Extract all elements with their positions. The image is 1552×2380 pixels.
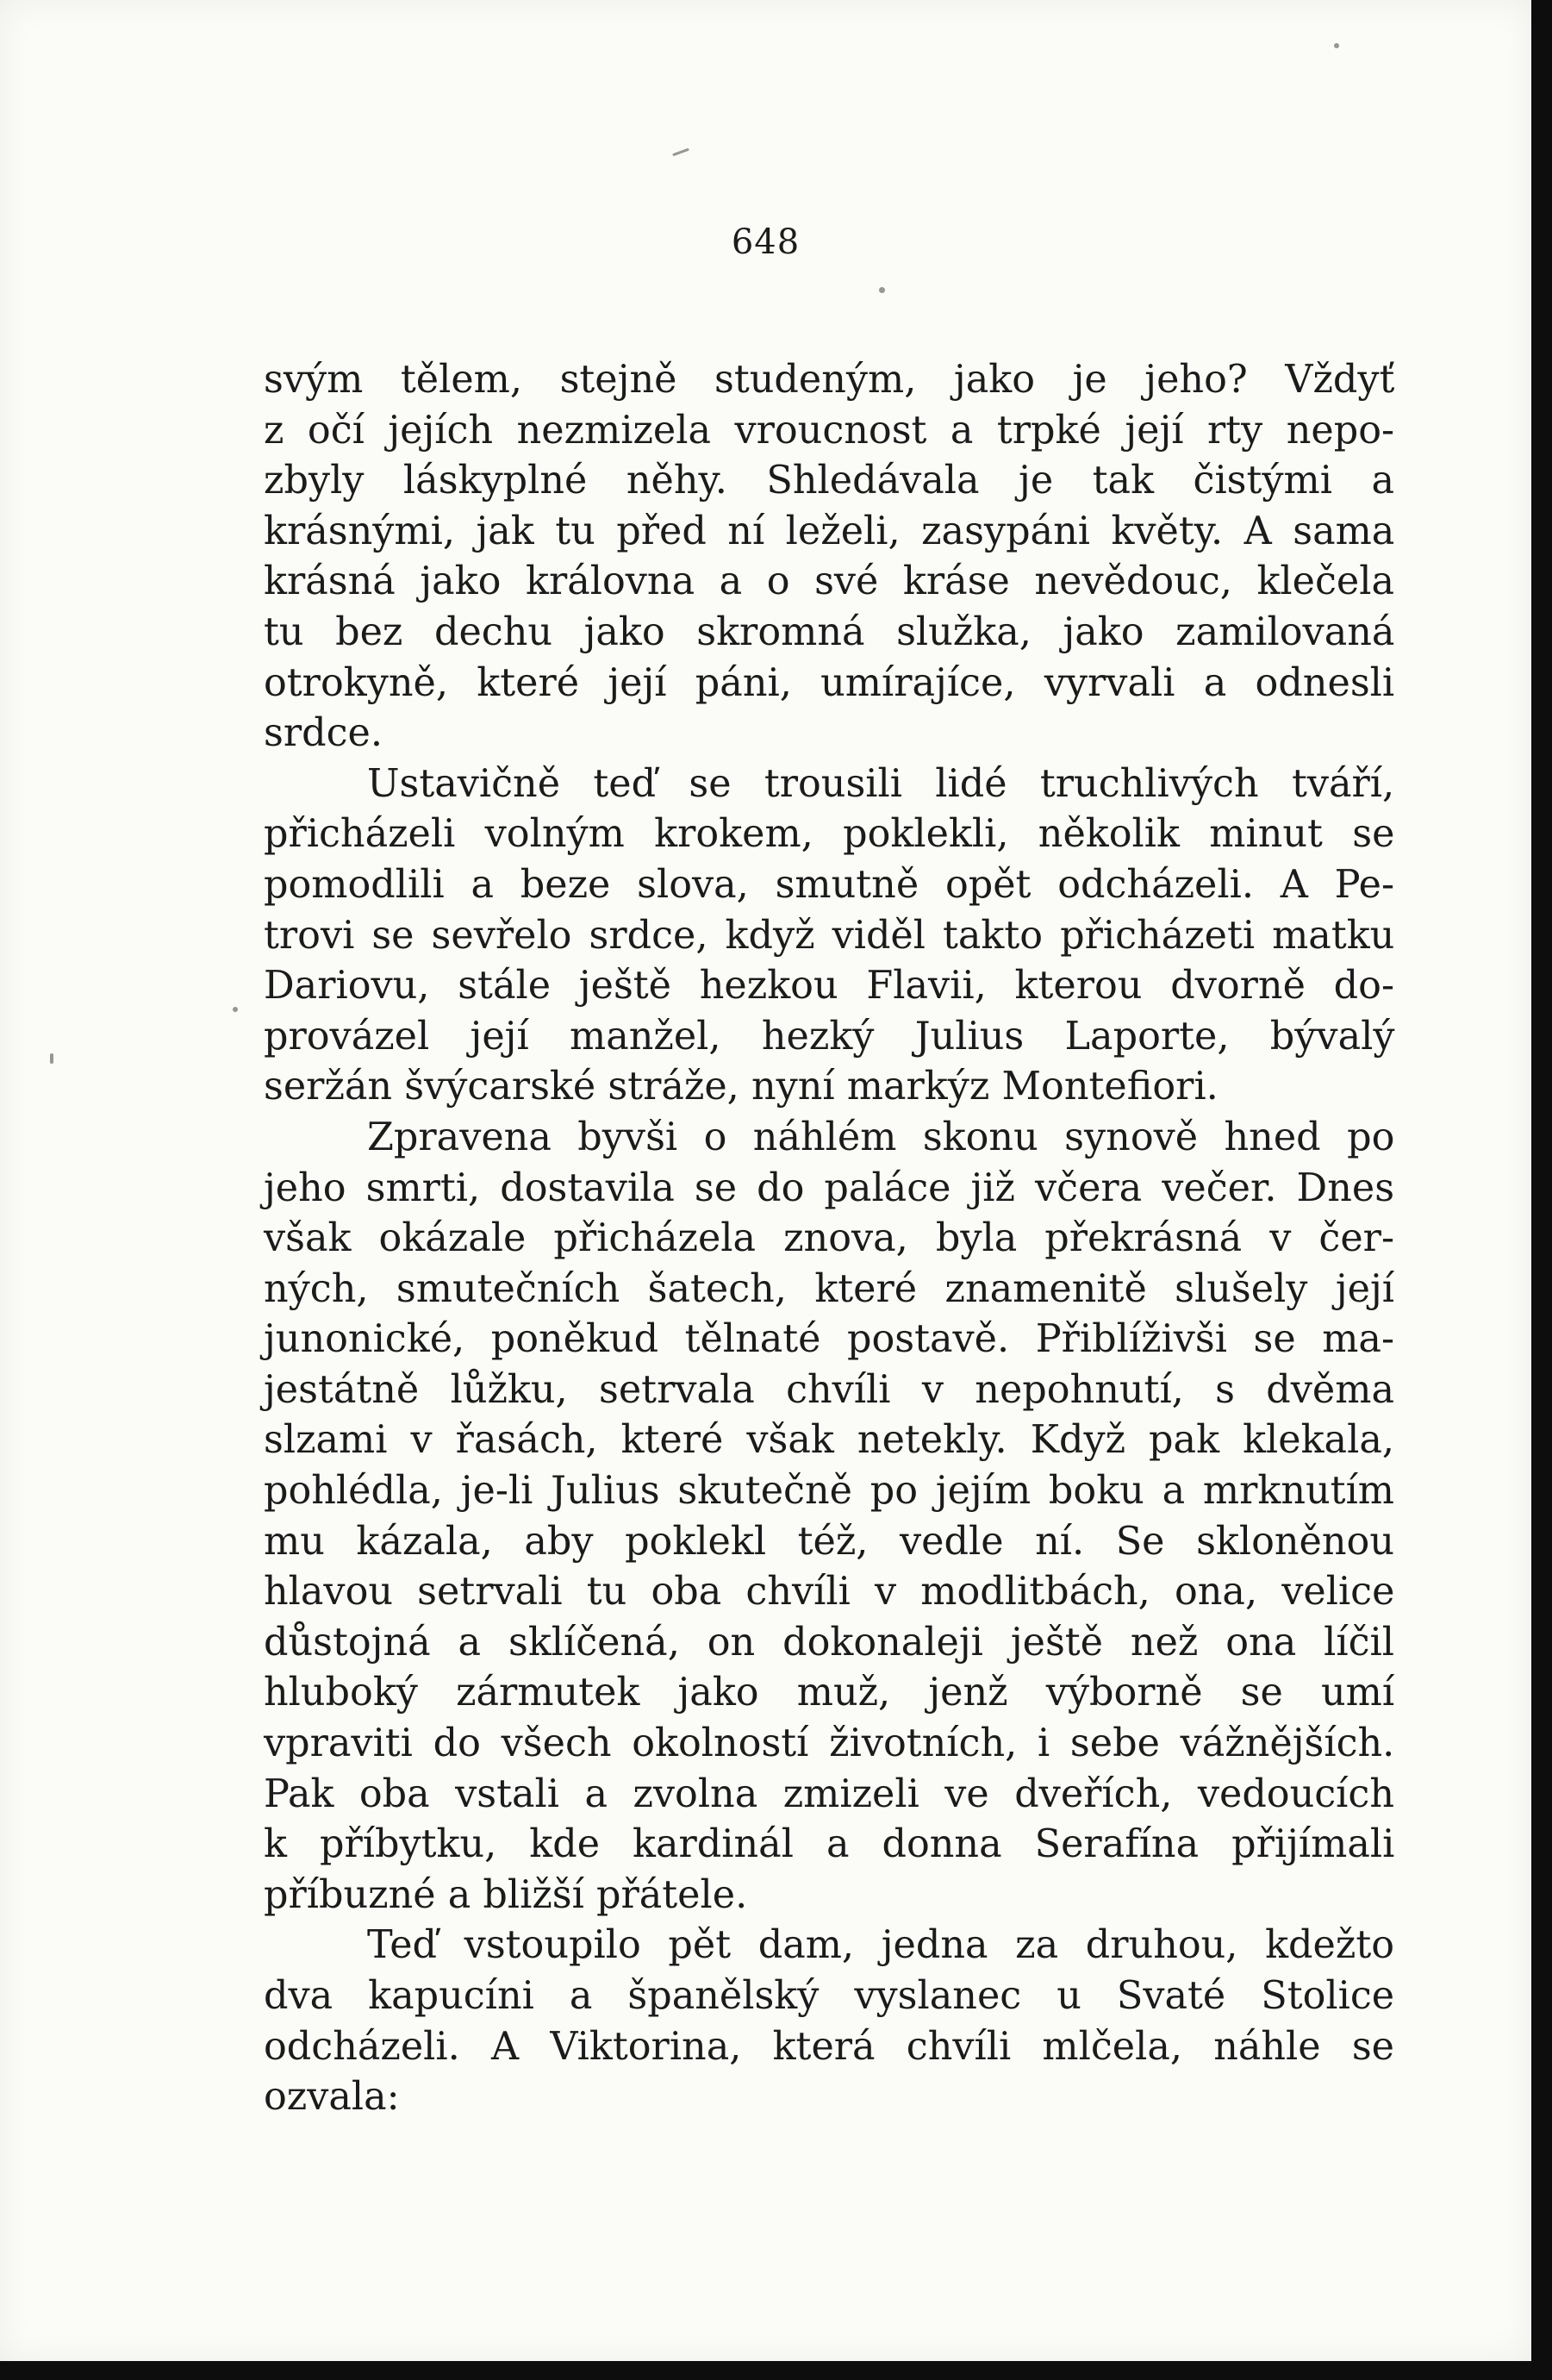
text-line: hlavou setrvali tu oba chvíli v modlitbách, ona, velice <box>264 1570 1395 1615</box>
scan-speck <box>672 148 689 157</box>
text-line: dva kapucíni a španělský vyslanec u Svaté Stolice <box>264 1974 1395 2018</box>
text-line: krásnými, jak tu před ní leželi, zasypáni květy. A sama <box>264 509 1395 553</box>
text-line: z očí jejích nezmizela vroucnost a trpké její rty nepo- <box>264 408 1395 453</box>
scan-speck <box>233 1007 238 1012</box>
text-line: pohlédla, je-li Julius skutečně po jejím boku a mrknutím <box>264 1469 1394 1514</box>
text-line: slzami v řasách, které však netekly. Když pak klekala, <box>264 1418 1394 1463</box>
text-line: Zpravena byvši o náhlém skonu synově hned po <box>367 1115 1395 1159</box>
text-line: hluboký zármutek jako muž, jenž výborně se umí <box>264 1671 1395 1715</box>
text-line: Dariovu, stále ještě hezkou Flavii, kterou dvorně do- <box>264 964 1394 1009</box>
text-line: mu kázala, aby poklekl též, vedle ní. Se skloněnou <box>264 1519 1394 1564</box>
scan-speck <box>1334 43 1339 48</box>
text-line: přicházeli volným krokem, poklekli, několik minut se <box>264 812 1395 857</box>
text-line: tu bez dechu jako skromná služka, jako zamilovaná <box>264 609 1395 654</box>
text-line: ných, smutečních šatech, které znamenitě slušely její <box>264 1266 1394 1311</box>
text-line: svým tělem, stejně studeným, jako je jeho? Vždyť <box>264 358 1395 402</box>
text-line: provázel její manžel, hezký Julius Laporte, bývalý <box>264 1014 1395 1059</box>
scan-edge-bottom <box>0 2361 1552 2380</box>
paragraph-1 <box>264 355 1394 759</box>
text-line: seržán švýcarské stráže, nyní markýz Montefiori. <box>264 1065 1219 1109</box>
text-line: Teď vstoupilo pět dam, jedna za druhou, kdežto <box>367 1923 1394 1968</box>
text-line: trovi se sevřelo srdce, když viděl takto přicházeti matku <box>264 913 1395 958</box>
scan-speck <box>879 287 885 293</box>
text-line: jestátně lůžku, setrvala chvíli v nepohnutí, s dvěma <box>264 1367 1394 1412</box>
scan-speck <box>50 1053 53 1064</box>
text-line: odcházeli. A Viktorina, která chvíli mlčela, náhle se <box>264 2024 1394 2069</box>
text-line: junonické, poněkud tělnaté postavě. Přiblíživši se ma- <box>264 1317 1394 1362</box>
text-line: ozvala: <box>264 2075 400 2120</box>
text-line: krásná jako královna a o své kráse nevědouc, klečela <box>264 559 1394 604</box>
paragraph-4 <box>264 1921 1394 2122</box>
text-line: srdce. <box>264 711 383 756</box>
text-line: důstojná a sklíčená, on dokonaleji ještě než ona líčil <box>264 1620 1394 1665</box>
text-line: otrokyně, které její páni, umírajíce, vyrvali a odnesli <box>264 660 1395 705</box>
body-text <box>264 355 1394 2123</box>
text-line: příbuzné a bližší přátele. <box>264 1872 748 1917</box>
text-line: vpraviti do všech okolností životních, i sebe vážnějších. <box>264 1721 1395 1766</box>
scan-edge-right <box>1531 0 1552 2380</box>
text-line: k příbytku, kde kardinál a donna Serafína přijímali <box>264 1822 1395 1867</box>
text-line: pomodlili a beze slova, smutně opět odcházeli. A Pe- <box>264 862 1394 907</box>
text-line: Pak oba vstali a zvolna zmizeli ve dveřích, vedoucích <box>264 1771 1394 1816</box>
text-line: zbyly láskyplné něhy. Shledávala je tak čistými a <box>264 459 1394 503</box>
paragraph-3 <box>264 1113 1394 1921</box>
text-line: Ustavičně teď se trousili lidé truchlivých tváří, <box>367 761 1395 806</box>
page-number: 648 <box>731 222 801 262</box>
text-line: však okázale přicházela znova, byla překrásná v čer- <box>264 1216 1394 1261</box>
text-line: jeho smrti, dostavila se do paláce již včera večer. Dnes <box>264 1165 1395 1210</box>
paragraph-2 <box>264 759 1394 1113</box>
